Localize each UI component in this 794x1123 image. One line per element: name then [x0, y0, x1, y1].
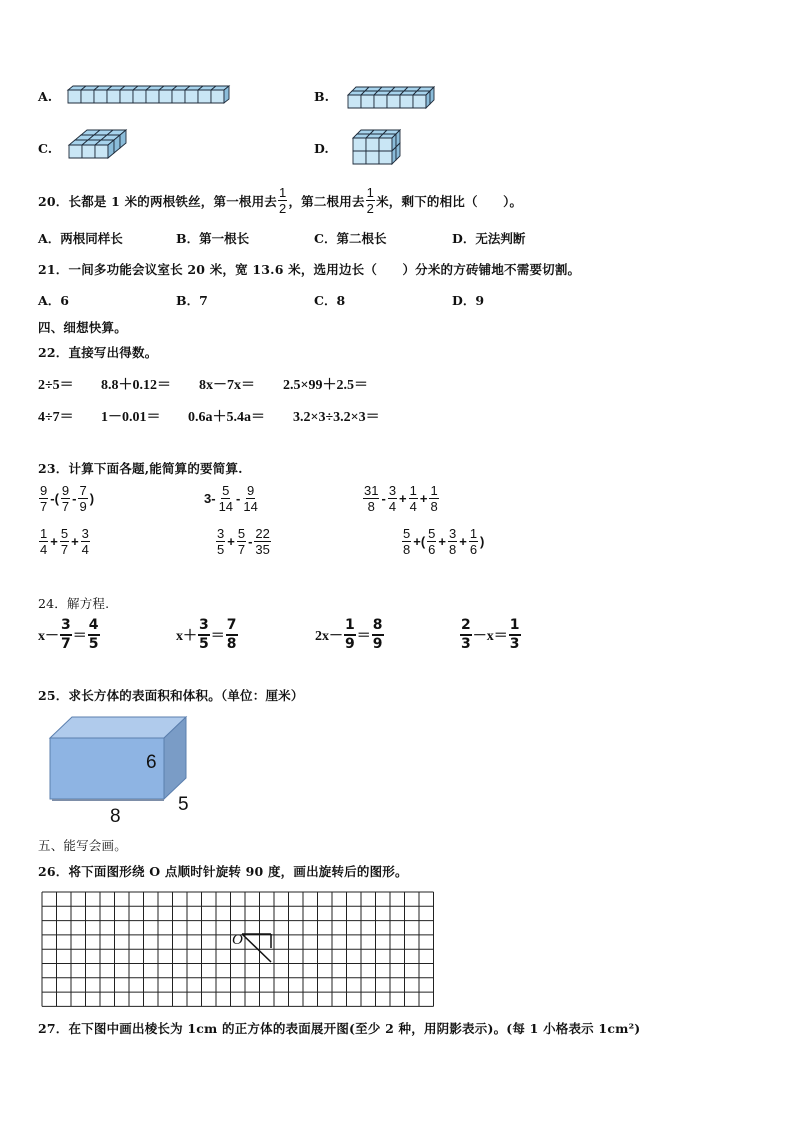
- q20-text-2: ，第二根用去: [288, 193, 365, 209]
- q22-item-5: 4÷7＝: [38, 410, 74, 425]
- q24-equation-2: x＋ $\frac{3}{5}$ ＝ $\frac{7}{8}$: [176, 617, 237, 652]
- q23-expression-1: $\frac{9}{7}$ -( $\frac{9}{7}$ - $\frac{7}{9}$ ): [40, 483, 95, 514]
- cuboid-length-label: 8: [110, 806, 121, 827]
- q22-item-3: 8x－7x＝: [199, 378, 255, 393]
- q23-expression-2: 3- $\frac{5}{14}$ - $\frac{9}{14}$: [204, 483, 258, 514]
- question-23: 23．计算下面各题,能简算的要简算.: [38, 461, 243, 476]
- cuboid-depth-label: 5: [178, 794, 189, 815]
- q21-option-c: C．8: [314, 293, 346, 308]
- cuboid-figure: [44, 714, 189, 802]
- q21-option-d: D．9: [452, 293, 485, 308]
- question-27: 27．在下图中画出棱长为 1cm 的正方体的表面展开图(至少 2 种，用阴影表示)。(每 1 小格表示 1cm²): [38, 1021, 641, 1036]
- question-24: 24．解方程.: [38, 596, 110, 611]
- q20-fraction-2: $\frac{1}{2}$: [366, 185, 375, 216]
- question-25: 25．求长方体的表面积和体积。（单位：厘米）: [38, 688, 304, 703]
- q19-option-b-label: B.: [314, 89, 329, 104]
- q19-option-b-figure: [346, 85, 440, 111]
- q23-expression-5: $\frac{3}{5}$ + $\frac{5}{7}$ - $\frac{22}{35}$: [217, 526, 270, 557]
- q20-text-3: 米，剩下的相比（ ）。: [376, 193, 523, 209]
- q22-item-6: 1－0.01＝: [101, 410, 161, 425]
- q24-equation-4: $\frac{2}{3}$ －x＝ $\frac{1}{3}$: [461, 617, 520, 652]
- cuboid-height-label: 6: [146, 752, 157, 773]
- q24-equation-3: 2x－ $\frac{1}{9}$ ＝ $\frac{8}{9}$: [315, 617, 383, 652]
- q22-item-1: 2÷5＝: [38, 378, 74, 393]
- q23-expression-3: $\frac{31}{8}$ - $\frac{3}{4}$ + $\frac{1}{4}$ + $\frac{1}{8}$: [364, 483, 438, 514]
- q20-fraction-1: $\frac{1}{2}$: [279, 185, 287, 216]
- q19-option-c-label: C.: [38, 141, 53, 156]
- q23-expression-4: $\frac{1}{4}$ + $\frac{5}{7}$ + $\frac{3}{4}$: [40, 526, 89, 557]
- q19-option-d-label: D.: [314, 141, 329, 156]
- q21-option-b: B．7: [176, 293, 208, 308]
- q20-number: 20．: [38, 193, 69, 209]
- section-4-heading: 四、细想快算。: [38, 320, 127, 335]
- q19-option-a-figure: [66, 85, 232, 107]
- q22-item-2: 8.8＋0.12＝: [101, 378, 171, 393]
- section-5-heading: 五、能写会画。: [38, 838, 127, 853]
- q19-option-c-figure: [67, 128, 135, 168]
- rotation-grid[interactable]: [40, 890, 436, 1008]
- q20-option-a: A．两根同样长: [38, 231, 123, 246]
- point-o-label: O: [232, 932, 243, 948]
- q20-text-1: 长都是 1 米的两根铁丝，第一根用去: [68, 193, 278, 209]
- q20-option-c: C．第二根长: [314, 231, 387, 246]
- q22-item-7: 0.6a＋5.4a＝: [188, 410, 265, 425]
- q19-option-d-figure: [351, 128, 407, 170]
- question-21: 21．一间多功能会议室长 20 米，宽 13.6 米，选用边长（ ）分米的方砖铺地不需要切割。: [38, 262, 581, 277]
- q20-option-b: B．第一根长: [176, 231, 250, 246]
- q24-equation-1: x－ $\frac{3}{7}$ ＝ $\frac{4}{5}$: [38, 617, 99, 652]
- q20-option-d: D．无法判断: [452, 231, 526, 246]
- question-20: [38, 185, 522, 216]
- q23-expression-6: $\frac{5}{8}$ +( $\frac{5}{6}$ + $\frac{3}{8}$ + $\frac{1}{6}$ ): [403, 526, 485, 557]
- q19-option-a-label: A.: [38, 89, 53, 104]
- q21-option-a: A．6: [38, 293, 69, 308]
- question-26: 26．将下面图形绕 O 点顺时针旋转 90 度，画出旋转后的图形。: [38, 864, 408, 879]
- question-22: 22．直接写出得数。: [38, 345, 158, 360]
- q22-item-8: 3.2×3÷3.2×3＝: [293, 410, 380, 425]
- q22-item-4: 2.5×99＋2.5＝: [283, 378, 368, 393]
